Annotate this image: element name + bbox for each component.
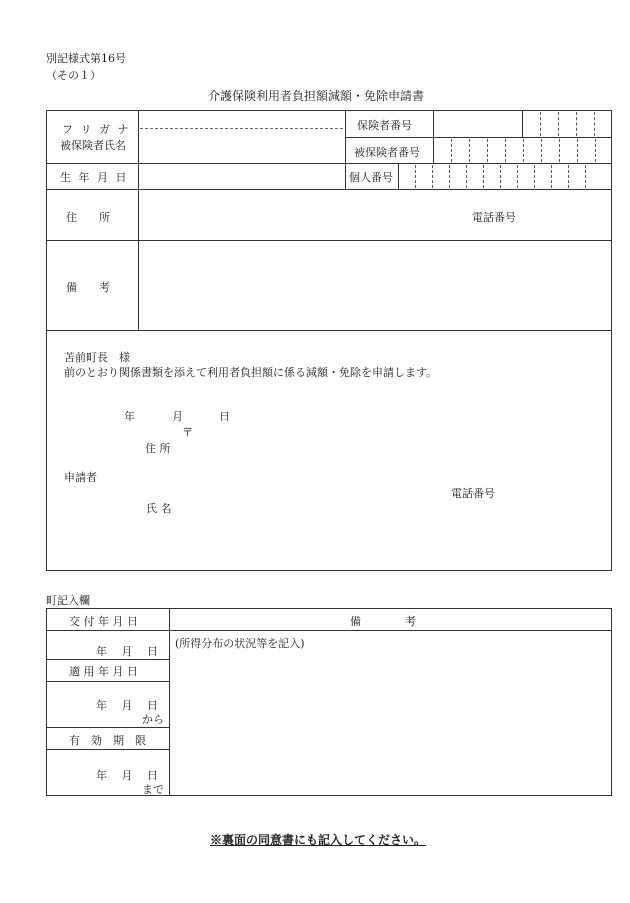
addressee: 苫前町長 様	[64, 351, 130, 364]
applicant-label: 申請者	[64, 471, 97, 484]
valid-until-label: まで	[142, 783, 164, 796]
valid-period-label: 有 効 期 限	[69, 734, 146, 747]
insured-number-field[interactable]	[434, 138, 611, 162]
birth-date-field[interactable]	[140, 164, 344, 188]
form-sub-id: （その１）	[46, 69, 101, 82]
issue-date-value: 年 月 日	[96, 645, 158, 658]
applicant-address-field[interactable]	[195, 420, 595, 456]
declaration-statement: 前のとおり関係書類を添えて利用者負担額に係る減額・免除を申請します。	[64, 366, 438, 379]
address-label: 住 所	[66, 211, 110, 224]
applicant-name-label: 氏 名	[146, 502, 172, 515]
insured-name-label: 被保険者氏名	[60, 139, 126, 152]
remarks-label: 備 考	[66, 281, 110, 294]
postal-mark: 〒	[182, 426, 193, 439]
applicant-address-label: 住 所	[145, 442, 171, 455]
form-id: 別記様式第16号	[46, 52, 126, 65]
page-title: 介護保険利用者負担額減額・免除申請書	[208, 89, 425, 103]
date-month-label: 月	[172, 410, 183, 423]
apply-date-field[interactable]	[47, 682, 168, 726]
apply-date-label: 適 用 年 月 日	[69, 665, 138, 678]
town-remarks-note: (所得分布の状況等を記入)	[175, 637, 305, 650]
issue-date-field[interactable]	[47, 631, 168, 658]
application-date-field[interactable]	[60, 402, 240, 420]
insured-number-label: 被保険者番号	[354, 146, 420, 159]
applicant-name-field[interactable]	[190, 496, 490, 516]
town-section-title: 町記入欄	[46, 594, 90, 607]
furigana-label: フ リ ガ ナ	[62, 123, 131, 136]
valid-date-field[interactable]	[47, 750, 168, 795]
issue-date-label: 交 付 年 月 日	[69, 615, 138, 628]
applicant-phone-label: 電話番号	[451, 487, 495, 500]
personal-number-label: 個人番号	[349, 171, 393, 184]
birth-date-label: 生 年 月 日	[60, 171, 129, 184]
apply-date-value: 年 月 日	[96, 699, 158, 712]
insured-name-field[interactable]	[140, 130, 343, 162]
insurer-number-label: 保険者番号	[357, 119, 412, 132]
remarks-field[interactable]	[140, 241, 611, 329]
applicant-phone-field[interactable]	[505, 480, 605, 498]
date-year-label: 年	[124, 410, 135, 423]
address-field[interactable]	[140, 190, 460, 239]
phone-field[interactable]	[525, 190, 611, 239]
personal-number-field[interactable]	[399, 164, 611, 188]
apply-from-label: から	[142, 713, 164, 726]
phone-label: 電話番号	[472, 211, 516, 224]
town-remarks-header: 備 考	[350, 615, 416, 628]
date-day-label: 日	[219, 410, 230, 423]
town-remarks-field[interactable]	[171, 650, 611, 795]
furigana-field[interactable]	[140, 112, 343, 128]
valid-date-value: 年 月 日	[96, 769, 158, 782]
insurer-number-field[interactable]	[434, 111, 611, 136]
back-page-notice: ※裏面の同意書にも記入してください。	[210, 833, 427, 847]
